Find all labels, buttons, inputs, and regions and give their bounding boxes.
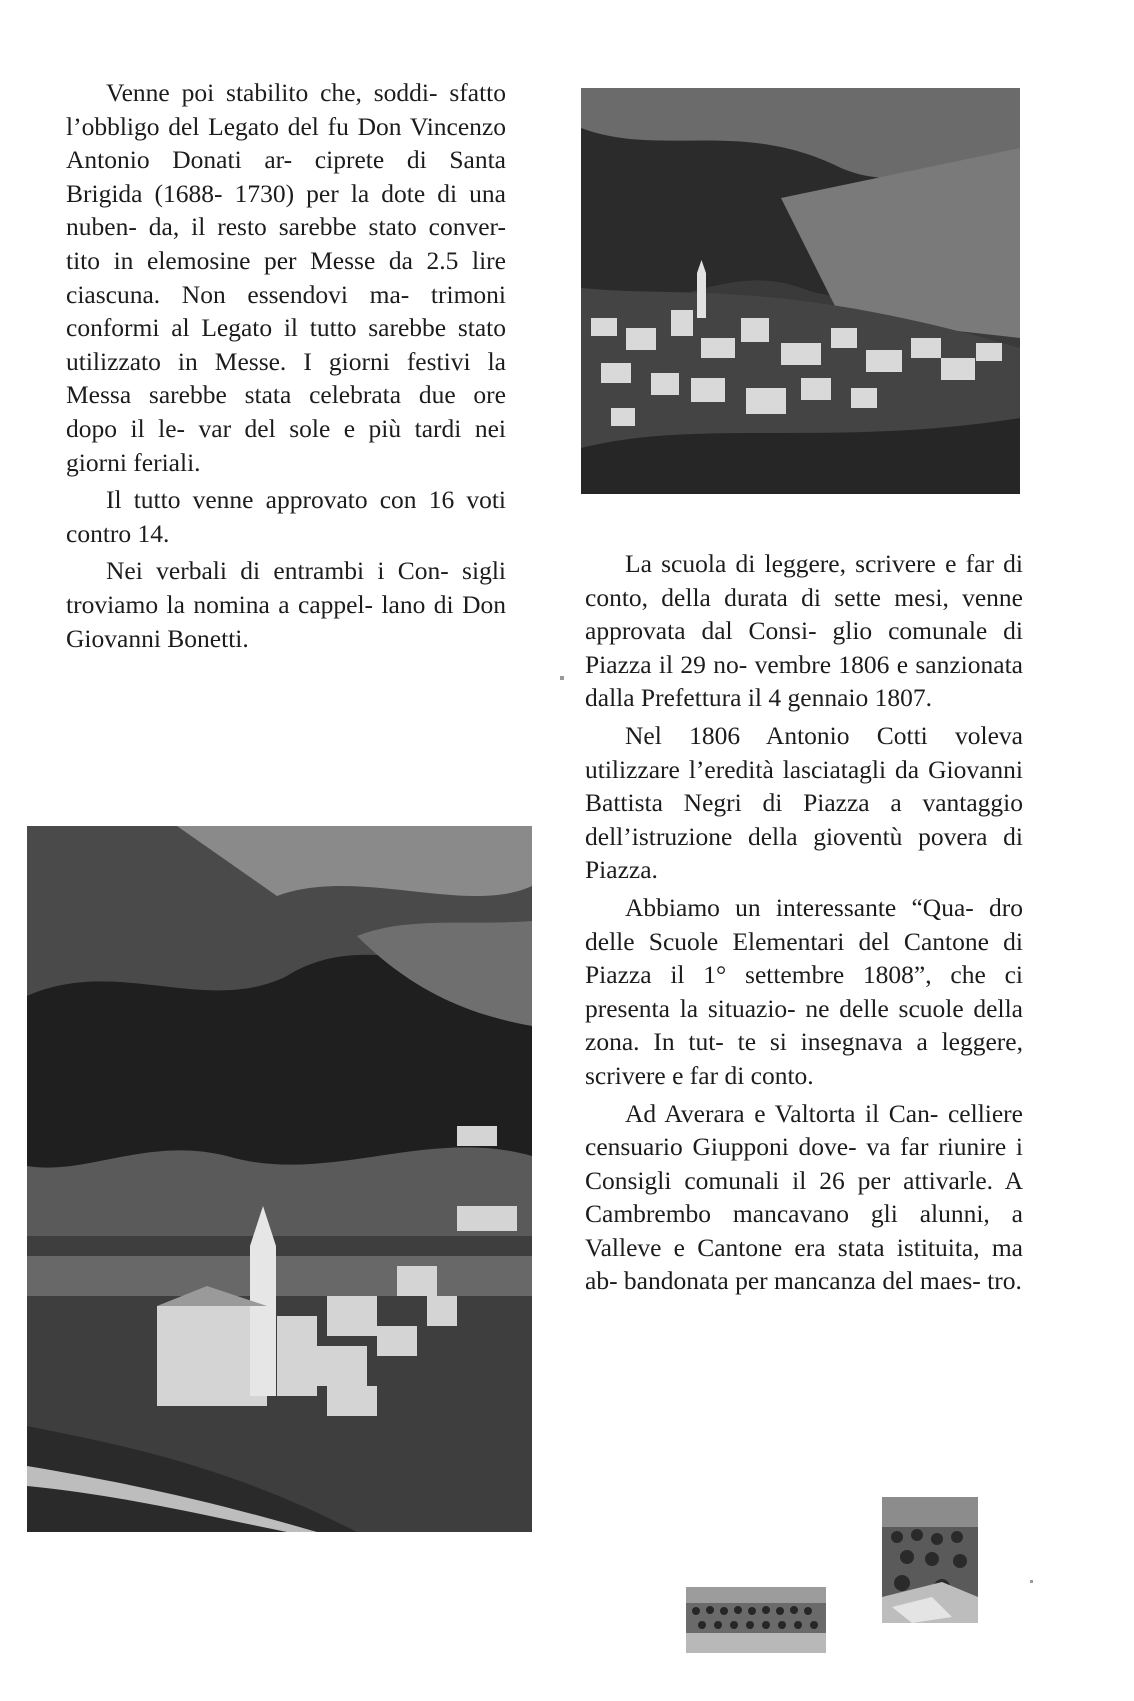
paragraph-vote: Il tutto venne approvato con 16 voti contro 14. <box>66 485 506 548</box>
paragraph-quadro: Abbiamo un interessante “Qua- dro delle Scuole Elementari del Cantone di Piazza il 1° settembre 1808”, che ci presenta la situazio- ne delle scuole della zona. In tut- te si insegnava a leggere, scrivere e far di conto. <box>585 892 1023 1090</box>
paragraph-legato: Venne poi stabilito che, soddi- sfatto l’obbligo del Legato del fu Don Vincenzo Antonio Donati ar- ciprete di Santa Brigida (1688- 1730) per la dote di una nuben- da, il resto sarebbe stato conver- tito in elemosine per Messe da 2.5 lire ciascuna. Non essendovi ma- trimoni conformi al Legato il tutto sarebbe stato utilizzato in Messe. I giorni festivi la Messa sarebbe stata celebrata due ore dopo il le- var del sole e più tardi nei giorni feriali. <box>66 78 506 477</box>
scan-mark <box>1030 1580 1033 1583</box>
church-valley-photo <box>27 826 532 1532</box>
scan-mark <box>560 676 564 680</box>
reverse-bleed-text <box>625 1494 880 1562</box>
group-photo <box>686 1587 826 1653</box>
classroom-photo <box>882 1497 978 1623</box>
left-text-column <box>66 76 506 659</box>
paragraph-chaplain: Nei verbali di entrambi i Con- sigli troviamo la nomina a cappel- lano di Don Giovanni Bonetti. <box>66 556 506 653</box>
paragraph-cotti: Nel 1806 Antonio Cotti voleva utilizzare l’eredità lasciatagli da Giovanni Battista Negri di Piazza a vantaggio dell’istruzione della gioventù povera di Piazza. <box>585 720 1023 885</box>
paragraph-school: La scuola di leggere, scrivere e far di conto, della durata di sette mesi, venne approvata dal Consi- glio comunale di Piazza il 29 no- vembre 1806 e sanzionata dalla Prefettura il 4 gennaio 1807. <box>585 549 1023 713</box>
paragraph-averara: Ad Averara e Valtorta il Can- celliere censuario Giupponi dove- va far riunire i Consigli comunali il 26 per attivarle. A Cambrembo mancavano gli alunni, a Valleve e Cantone era stata istituita, ma ab- bandonata per mancanza del maes- tro. <box>585 1098 1023 1296</box>
village-hillside-photo <box>581 88 1020 494</box>
right-text-column <box>585 547 1023 1302</box>
